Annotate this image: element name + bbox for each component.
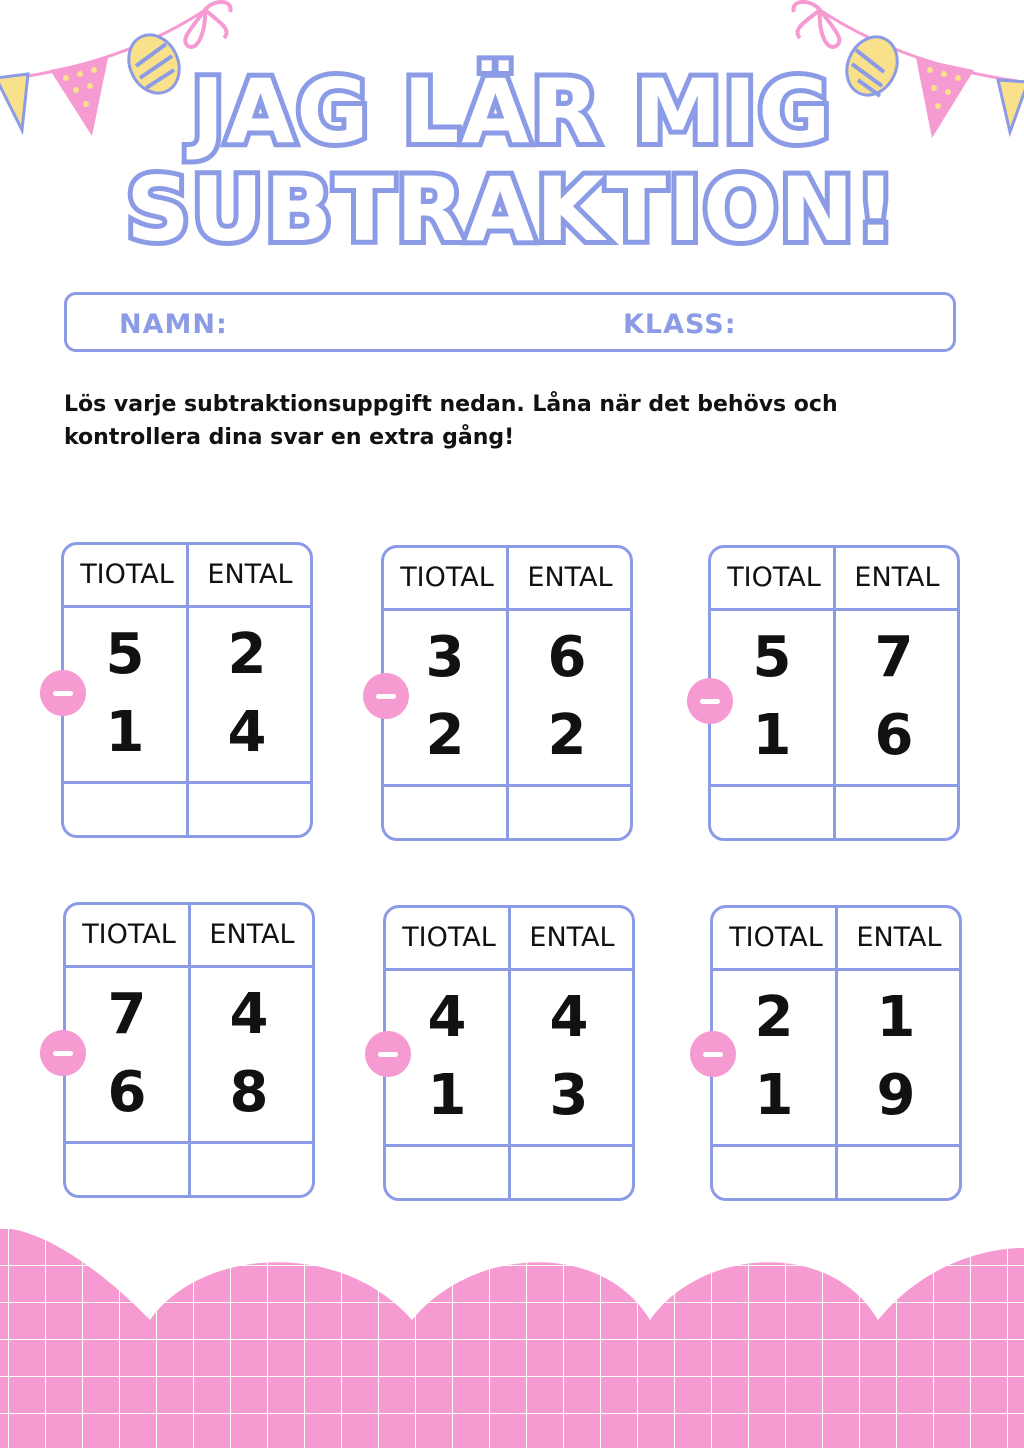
class-label: KLASS: (623, 309, 737, 340)
top-tens-digit: 7 (107, 982, 147, 1047)
top-ones-digit: 7 (874, 625, 914, 690)
ones-header: ENTAL (854, 562, 940, 593)
top-tens-digit: 5 (752, 625, 792, 690)
problem-card-6 (710, 905, 962, 1201)
bottom-tens-digit: 6 (107, 1060, 147, 1125)
bottom-ones-digit: 8 (229, 1060, 269, 1125)
ones-header: ENTAL (207, 559, 293, 590)
problem-card-4 (63, 902, 315, 1198)
bow-left-icon (185, 2, 230, 47)
page-title-line-2: SUBTRAKTION! (126, 158, 898, 261)
bottom-ones-digit: 6 (874, 703, 914, 768)
top-tens-digit: 5 (105, 622, 145, 687)
problem-card-1 (61, 542, 313, 838)
ones-header: ENTAL (856, 922, 942, 953)
bottom-ones-digit: 3 (549, 1063, 589, 1128)
top-ones-digit: 1 (876, 985, 916, 1050)
minus-icon (40, 1030, 86, 1076)
bottom-tens-digit: 1 (427, 1063, 467, 1128)
tens-header: TIOTAL (80, 559, 174, 590)
top-ones-digit: 4 (229, 982, 269, 1047)
bottom-ones-digit: 2 (547, 703, 587, 768)
ones-header: ENTAL (529, 922, 615, 953)
tens-header: TIOTAL (82, 919, 176, 950)
page-title-line-1: JAG LÄR MIG (191, 60, 833, 163)
bottom-tens-digit: 1 (752, 703, 792, 768)
top-ones-digit: 4 (549, 985, 589, 1050)
bottom-ones-digit: 9 (876, 1063, 916, 1128)
top-tens-digit: 3 (425, 625, 465, 690)
top-tens-digit: 2 (754, 985, 794, 1050)
scalloped-grid-decoration (0, 1228, 1024, 1448)
ones-header: ENTAL (209, 919, 295, 950)
minus-icon (690, 1031, 736, 1077)
bottom-tens-digit: 2 (425, 703, 465, 768)
minus-icon (687, 678, 733, 724)
bottom-tens-digit: 1 (105, 700, 145, 765)
problem-card-2 (381, 545, 633, 841)
problem-card-5 (383, 905, 635, 1201)
name-class-box[interactable] (64, 292, 956, 352)
tens-header: TIOTAL (400, 562, 494, 593)
bow-right-icon (793, 2, 839, 47)
problem-card-3 (708, 545, 960, 841)
instructions-text: Lös varje subtraktionsuppgift nedan. Låna när det behövs och kontrollera dina svar en extra gång! (64, 392, 838, 450)
bottom-ones-digit: 4 (227, 700, 267, 765)
bottom-tens-digit: 1 (754, 1063, 794, 1128)
name-label: NAMN: (119, 309, 228, 340)
minus-icon (363, 673, 409, 719)
top-ones-digit: 6 (547, 625, 587, 690)
tens-header: TIOTAL (727, 562, 821, 593)
ones-header: ENTAL (527, 562, 613, 593)
tens-header: TIOTAL (729, 922, 823, 953)
minus-icon (40, 670, 86, 716)
minus-icon (365, 1031, 411, 1077)
tens-header: TIOTAL (402, 922, 496, 953)
top-ones-digit: 2 (227, 622, 267, 687)
top-tens-digit: 4 (427, 985, 467, 1050)
